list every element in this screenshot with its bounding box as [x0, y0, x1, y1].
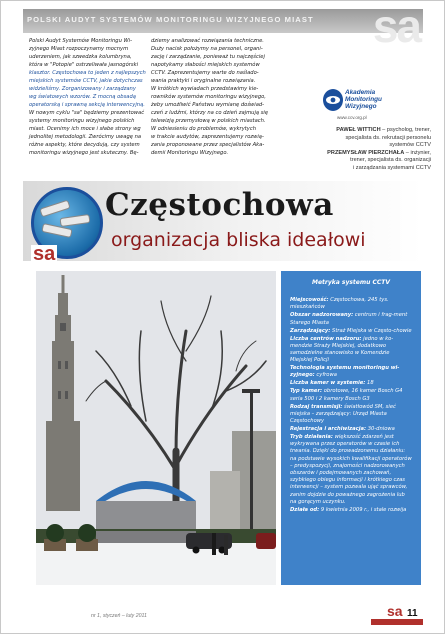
article-line: CCTV. Zaprezentujemy warte do naślado- — [151, 70, 259, 76]
article-line: uderzeniem, jak szwedzka kolumbryna, — [29, 54, 132, 60]
article-line: czeń z ludźmi, którzy na co dzień zajmują się — [151, 110, 269, 116]
metric-value: światłowód SM, sieć miejska – zarządzający: Urząd Miasta Częstochowy — [290, 403, 396, 425]
academy-name: Akademia Monitoringu Wizyjnego — [345, 89, 382, 110]
metric-key: Rodzaj transmisji: — [290, 403, 343, 410]
author-line: PRZEMYSŁAW PIERZCHAŁA – inżynier, — [327, 149, 431, 156]
academy-logo — [323, 87, 387, 113]
issue-info: nr 1, styczeń – luty 2011 — [91, 613, 147, 619]
metric-item — [290, 404, 412, 426]
sa-watermark-logo: sa — [372, 0, 420, 52]
metrics-heading: Metryka systemu CCTV — [311, 279, 391, 286]
article-line: zację i zarządzanie, ponieważ tu najczęściej — [151, 54, 265, 60]
article-line: klasztor. Częstochowa to jeden z najlepszych — [29, 70, 146, 76]
metric-value: obrotowe, 16 kamer Bosch G4 seria 500 i 2 kamery Bosch G3 — [290, 388, 403, 402]
metric-item — [290, 380, 412, 387]
eye-icon — [323, 89, 343, 111]
article-column-2 — [151, 37, 269, 157]
article-subtitle: organizacja bliska ideałowi — [111, 229, 366, 251]
metric-item — [290, 336, 412, 365]
author-line: systemów CCTV — [389, 142, 431, 149]
page-number: 11 — [407, 608, 418, 619]
metrics-list — [290, 297, 412, 514]
metric-item — [290, 507, 412, 514]
metric-item — [290, 297, 412, 311]
metric-key: Liczba centrów nadzoru: — [290, 335, 362, 342]
article-line: demii Monitoringu Wizyjnego. — [151, 150, 229, 156]
metric-item — [290, 434, 412, 506]
article-line: wg światowych wzorów. Z mocną obsadą — [29, 94, 136, 100]
metric-item — [290, 328, 412, 335]
article-line: monitoringu wizyjnego jest skuteczny. Bę- — [29, 150, 139, 156]
article-line: żeby umożliwić Państwu wymianę doświad- — [151, 102, 265, 108]
camera-icon — [39, 200, 70, 218]
cctv-metrics-box — [281, 271, 421, 585]
metric-key: Obszar nadzorowany: — [290, 312, 354, 319]
metric-key: Miejscowość: — [290, 297, 329, 304]
metric-item — [290, 365, 412, 379]
footer-red-bar — [371, 619, 423, 625]
author-line: i zarządzania systemami CCTV — [352, 164, 431, 171]
camera-icon — [60, 214, 91, 227]
article-line: miejskich systemów CCTV, jakie dotychczas — [29, 78, 143, 84]
city-photo — [36, 271, 276, 585]
metric-key: Tryb działania: — [290, 434, 333, 441]
article-column-1 — [29, 37, 147, 157]
article-line: różne aspekty, które decydują, czy system — [29, 142, 140, 148]
sa-badge: sa — [33, 243, 56, 265]
metric-value: 30-dniowa — [366, 426, 395, 433]
metric-value: 9 kwietnia 2009 r., i stale rozwija — [319, 506, 407, 513]
article-line: W odniesieniu do problemów, wykrytych — [151, 126, 257, 132]
metric-item — [290, 388, 412, 402]
author-line: specjalista ds. rekrutacji personelu — [345, 134, 431, 141]
academy-url[interactable]: www.ccv.org.pl — [337, 115, 367, 120]
article-line: Duży nacisk położymy na personel, organi- — [151, 46, 263, 52]
article-line: operatorską i sprawną sekcją interwencyjną. — [29, 102, 145, 108]
article-line: miast. Ocenimy ich moce i słabe strony wg — [29, 126, 141, 132]
article-line: wania praktyki i oryginalne rozwiązania. — [151, 78, 256, 84]
article-line: dziemy analizować rozwiązania techniczne. — [151, 38, 264, 44]
article-line: zyjnego Miast rozpoczynamy mocnym — [29, 46, 129, 52]
article-line: rowników systemów monitoringu wizyjnego, — [151, 94, 266, 100]
footer-brand: sa — [387, 603, 403, 619]
article-line: W krótkich wywiadach przedstawimy kie- — [151, 86, 259, 92]
article-line: widzieliśmy. Zorganizowany i zarządzany — [29, 86, 136, 92]
article-line: telewizją przemysłową w polskich miastach. — [151, 118, 266, 124]
metric-key: Liczba kamer w systemie: — [290, 380, 366, 387]
metric-key: Typ kamer: — [290, 388, 323, 395]
metric-value: większość zdarzeń jest wykrywana przez operatorów w czasie ich trwania. Dzięki do prowadzonemu działaniu: na podstawie wysokich kwalifikacji operatorów – predyspozycji, znajomości nadzorowanych obszarów i podejmowanych zachowań, szybkiego obiegu informacji i krótkiego czas interwencji – system pozwala ująć sprawców, zanim dojdzie do poważnego zagrożenia lub na gorącym uczynku. — [290, 434, 412, 505]
metric-key: Działa od: — [290, 506, 320, 513]
article-line: która w "Potopie" ostrzeliwała jasnogórski — [29, 62, 139, 68]
metric-value: cyfrowa — [314, 372, 337, 379]
header-title: POLSKI AUDYT SYSTEMÓW MONITORINGU WIZYJNEGO MIAST — [27, 15, 314, 24]
author-line: PAWEŁ WITTICH – psycholog, trener, — [336, 127, 431, 133]
city-title: Częstochowa — [105, 187, 334, 223]
metric-value: Częstochowa, 245 tys. mieszkańców — [290, 297, 389, 311]
article-line: napotykamy słabości miejskich systemów — [151, 62, 260, 68]
authors-block — [281, 127, 431, 173]
article-line: Polski Audyt Systemów Monitoringu Wi- — [29, 38, 132, 44]
metric-item — [290, 312, 412, 326]
article-line: systemy monitoringu wizyjnego polskich — [29, 118, 135, 124]
metric-value: centrum i frag-ment Starego Miasta — [290, 312, 408, 326]
metric-key: Technologia systemu monitoringu wi-zyjnego: — [290, 365, 400, 379]
metric-key: Zarządzający: — [290, 327, 331, 334]
article-line: W nowym cyklu "sa" będziemy prezentować — [29, 110, 145, 116]
metric-value: Straż Miejska w Często-chowie — [330, 327, 412, 334]
article-line: w trakcie audytów, zaprezentujemy rozwią- — [151, 134, 264, 140]
metric-item — [290, 426, 412, 433]
author-line: trener, specjalista ds. organizacji — [350, 157, 431, 164]
metric-key: Rejestracja i archiwizacja: — [290, 426, 367, 433]
article-line: jednolitej metodologii. Zwrócimy uwagę na — [29, 134, 142, 140]
metric-value: 18 — [365, 380, 374, 387]
article-line: zania proponowane przez specjalistów Aka- — [151, 142, 265, 148]
metric-value: jedno w ko-mendzie Straży Miejskiej, dodatkowo samodzielne stanowisko w Komendzie Miejskiej Policji — [290, 335, 394, 364]
